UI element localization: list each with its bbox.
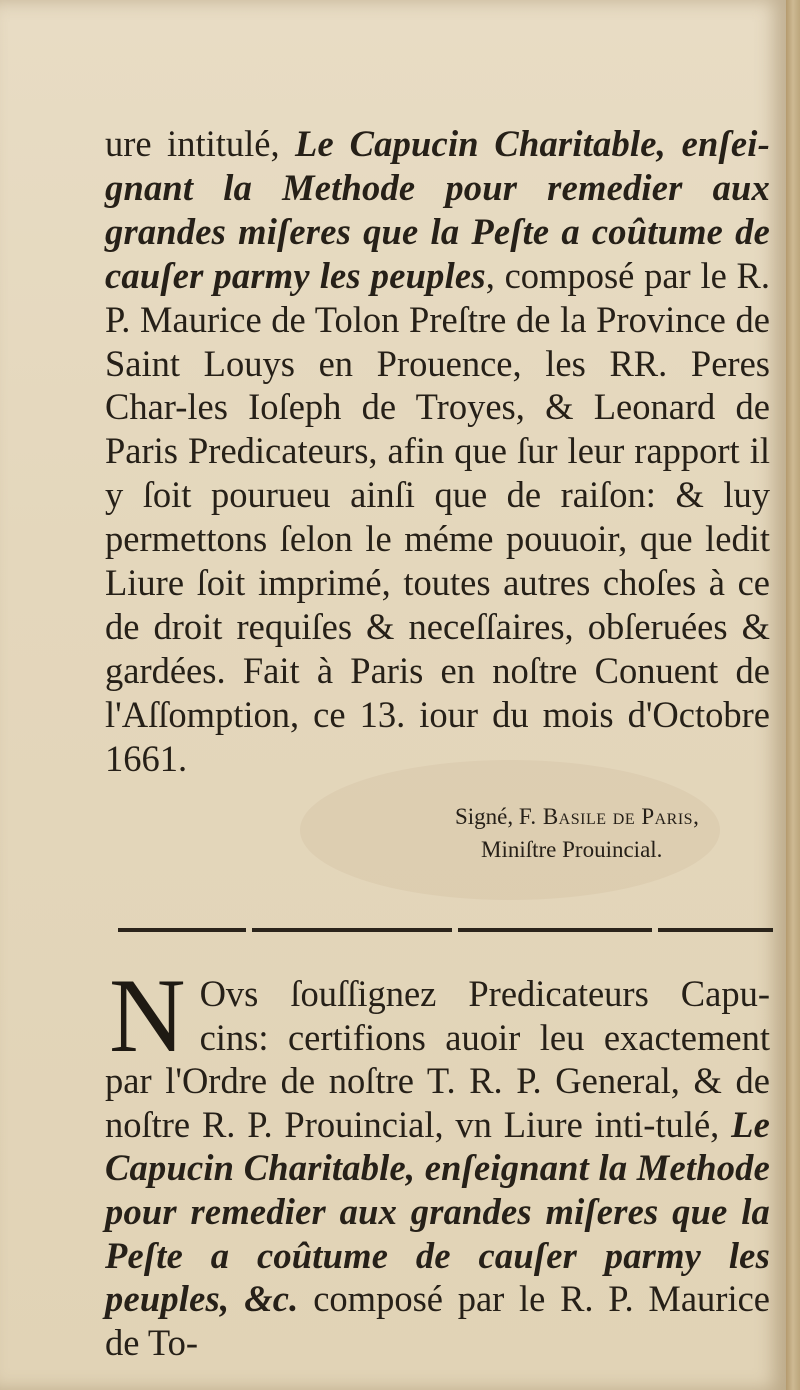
divider-rule-1 (118, 928, 246, 932)
approval-text (105, 122, 770, 781)
divider-rule-2 (252, 928, 452, 932)
certificate-opening: Ovs ſouſſignez Predicateurs Capu-cins: certifions auoir leu exactement par l'Ordre de noſtre T. R. P. General, & de noſtre R. P. Prouincial, vn Liure inti-tulé, (105, 973, 770, 1145)
signature-block (455, 800, 775, 866)
approval-segment-3: , composé par le R. P. Maurice de Tolon Preſtre de la Province de Saint Louys en Prouence, les RR. Peres Char-les Ioſeph de Troyes, & Leonard de Paris Predicateurs, afin que ſur leur rapport il y ſoit pourueu ainſi que de raiſon: & luy permettons ſelon le méme pouuoir, que ledit Liure ſoit imprimé, toutes autres choſes à ce de droit requiſes & neceſſaires, obſeruées & gardées. Fait à Paris en noſtre Conuent de l'Aſſomption, ce 13. iour du mois d'Octobre 1661. (105, 254, 770, 779)
certificate-tail: composé par le R. P. Maurice de To- (105, 1278, 770, 1363)
certificate-paragraph (105, 957, 770, 1364)
certificate-italic-title: Le Capucin Charitable, enſeignant la Methode pour remedier aux grandes miſeres que la Peſte a coûtume de cauſer parmy les peuples, &c. (105, 1103, 770, 1320)
signature-title: Miniſtre Prouincial. (481, 837, 663, 862)
divider-rule-4 (658, 928, 773, 932)
approval-paragraph (105, 122, 770, 781)
section-divider (118, 928, 773, 934)
approval-italic-title: Le Capucin Charitable, enſei-gnant la Methode pour remedier aux grandes miſeres que la Peſte a coûtume de cauſer parmy les peuples (105, 123, 770, 296)
signature-name: F. Basile de Paris, (518, 804, 700, 829)
signature-line (455, 800, 775, 833)
approval-segment-1: ure intitulé, (105, 123, 296, 164)
divider-rule-3 (458, 928, 652, 932)
page-edge (786, 0, 800, 1390)
signature-signe: Signé, (455, 804, 514, 829)
drop-cap: N (109, 957, 186, 1074)
